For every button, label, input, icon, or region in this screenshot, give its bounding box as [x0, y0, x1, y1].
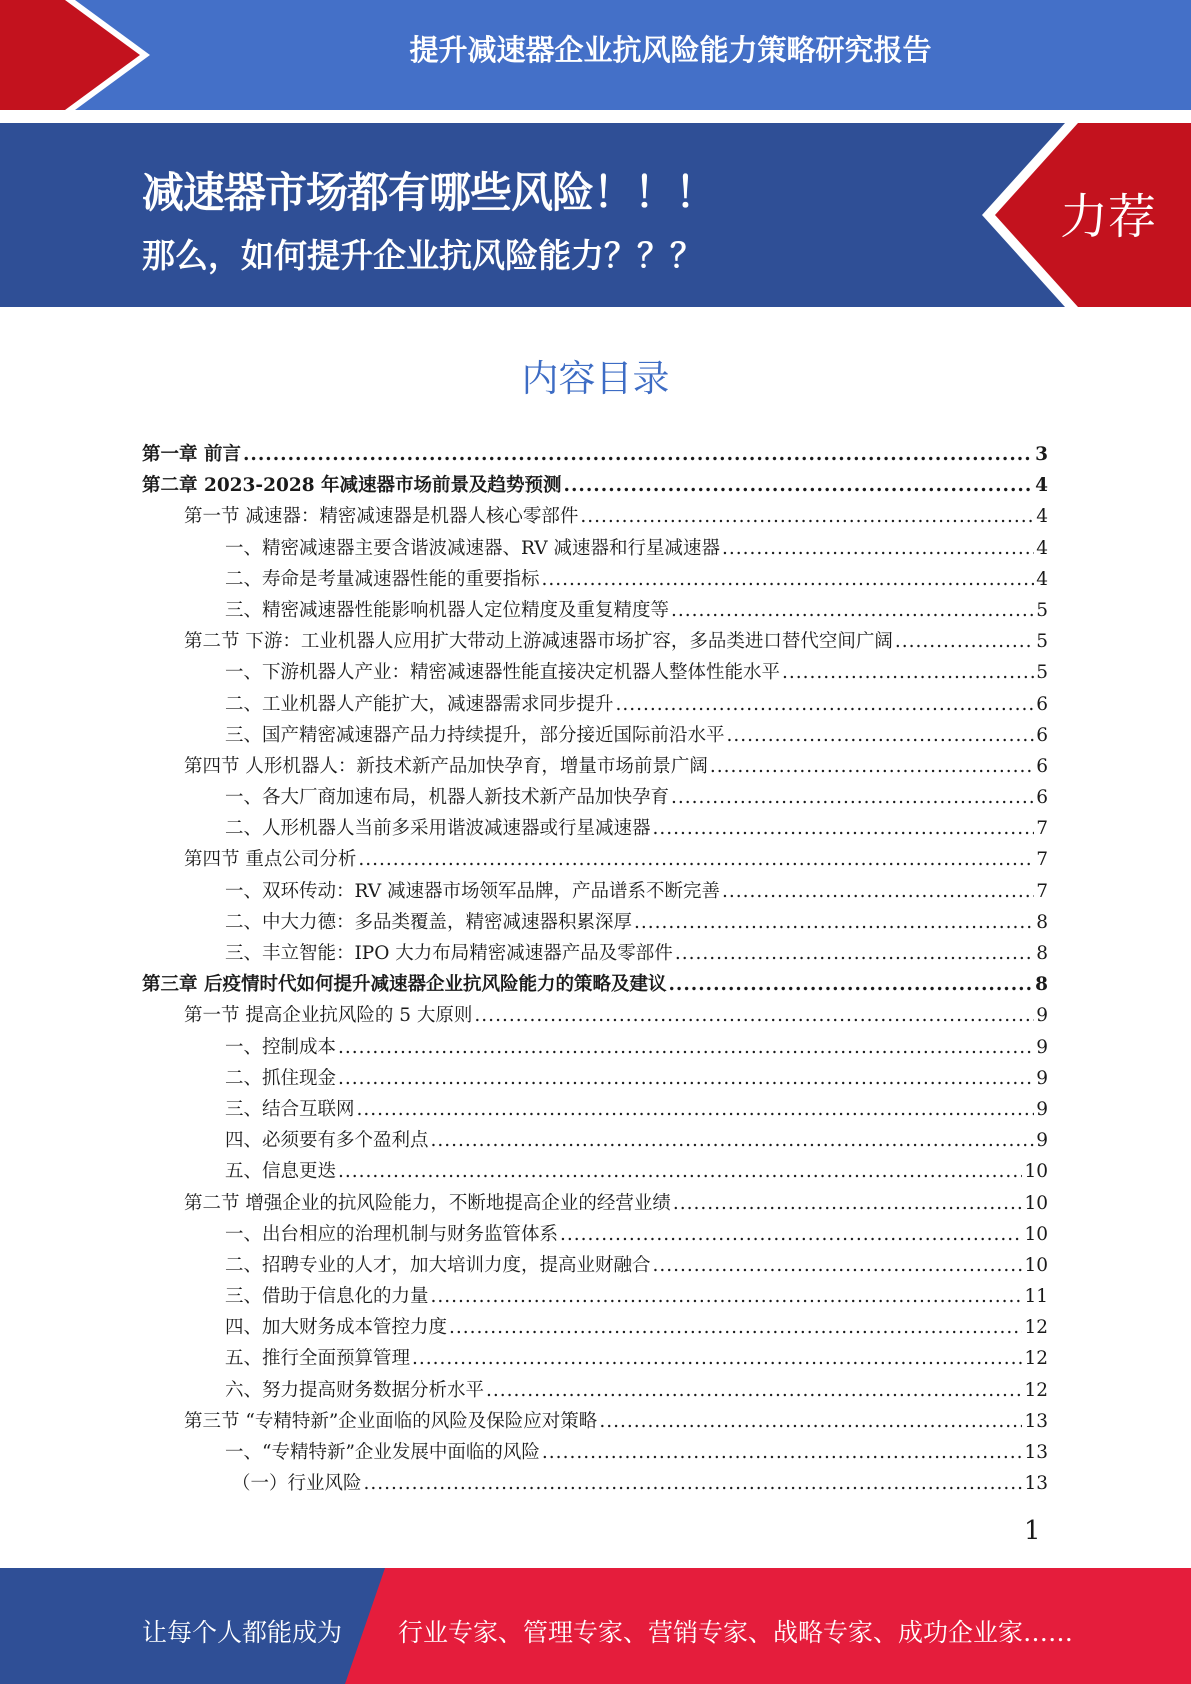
toc-leader-dots	[431, 1281, 1023, 1312]
toc-leader-dots	[580, 501, 1034, 532]
toc-entry[interactable]	[142, 1281, 1048, 1312]
toc-leader-dots	[338, 1156, 1022, 1187]
toc-leader-dots	[668, 969, 1033, 1000]
toc-leader-dots	[564, 470, 1034, 501]
toc-entry-page: 4	[1035, 475, 1048, 497]
toc-leader-dots	[542, 1437, 1023, 1468]
toc-entry-text: 二、中大力德：多品类覆盖，精密减速器积累深厚	[225, 911, 633, 933]
toc-leader-dots	[560, 1219, 1022, 1250]
toc-entry-text: 第一节 减速器：精密减速器是机器人核心零部件	[184, 506, 579, 528]
toc-entry[interactable]	[142, 595, 1048, 626]
toc-leader-dots	[634, 907, 1034, 938]
toc-leader-dots	[653, 1250, 1023, 1281]
toc-leader-dots	[449, 1312, 1022, 1343]
toc-entry-text: 五、信息更迭	[225, 1161, 337, 1183]
toc-entry[interactable]	[142, 657, 1048, 688]
toc-entry-page: 3	[1035, 444, 1048, 465]
toc-entry[interactable]	[142, 782, 1048, 813]
toc-leader-dots	[673, 1188, 1023, 1219]
toc-entry-page: 8	[1036, 911, 1048, 933]
toc-entry[interactable]	[142, 907, 1048, 938]
toc-entry[interactable]	[142, 1468, 1048, 1499]
toc-entry[interactable]	[142, 1032, 1048, 1063]
toc-entry-text: 第三章 后疫情时代如何提升减速器企业抗风险能力的策略及建议	[142, 974, 667, 996]
toc-leader-dots	[710, 751, 1034, 782]
toc-entry-text: 第二章 2023-2028 年减速器市场前景及趋势预测	[142, 475, 562, 497]
toc-entry-page: 9	[1036, 1098, 1048, 1120]
toc-entry[interactable]	[142, 1312, 1048, 1343]
toc-entry-text: 三、国产精密减速器产品力持续提升，部分接近国际前沿水平	[225, 724, 725, 746]
toc-leader-dots	[542, 564, 1035, 595]
toc-entry-page: 7	[1036, 849, 1048, 871]
toc-entry-page: 8	[1035, 974, 1048, 996]
toc-entry[interactable]	[142, 1437, 1048, 1468]
toc-entry-page: 4	[1036, 568, 1048, 590]
toc-leader-dots	[675, 938, 1034, 969]
toc-entry-text: 二、抓住现金	[225, 1067, 337, 1089]
toc-entry-page: 13	[1024, 1442, 1048, 1463]
toc-leader-dots	[671, 782, 1034, 813]
headline-question: 那么，如何提升企业抗风险能力？？？	[142, 236, 703, 275]
toc-leader-dots	[722, 876, 1034, 907]
toc-entry-text: 六、努力提高财务数据分析水平	[225, 1379, 485, 1401]
toc-entry[interactable]	[142, 1063, 1048, 1094]
toc-leader-dots	[671, 595, 1034, 626]
toc-entry[interactable]	[142, 1156, 1048, 1187]
toc-entry-page: 7	[1036, 818, 1048, 840]
toc-entry-page: 9	[1036, 1067, 1048, 1089]
toc-entry-page: 12	[1024, 1379, 1048, 1401]
toc-entry-page: 13	[1024, 1410, 1048, 1432]
toc-entry-text: 五、推行全面预算管理	[225, 1348, 411, 1370]
toc-entry-page: 5	[1036, 662, 1048, 684]
toc-leader-dots	[357, 1094, 1035, 1125]
toc-entry[interactable]	[142, 1250, 1048, 1281]
toc-leader-dots	[653, 813, 1035, 844]
footer-slogan-left: 让每个人都能成为	[142, 1618, 343, 1647]
toc-leader-dots	[243, 439, 1033, 470]
toc-entry[interactable]	[142, 720, 1048, 751]
toc-entry-text: 二、人形机器人当前多采用谐波减速器或行星减速器	[225, 818, 651, 840]
toc-entry-page: 12	[1024, 1348, 1048, 1370]
toc-leader-dots	[782, 657, 1034, 688]
toc-entry-page: 6	[1036, 724, 1048, 746]
toc-leader-dots	[431, 1125, 1035, 1156]
toc-entry[interactable]	[142, 1219, 1048, 1250]
toc-leader-dots	[474, 1000, 1034, 1031]
toc-entry[interactable]	[142, 813, 1048, 844]
toc-entry[interactable]	[142, 626, 1048, 657]
toc-entry[interactable]	[142, 1343, 1048, 1374]
toc-entry-page: 8	[1036, 943, 1048, 964]
toc-entry-text: 一、下游机器人产业：精密减速器性能直接决定机器人整体性能水平	[225, 662, 781, 684]
toc-entry-text: 一、各大厂商加速布局，机器人新技术新产品加快孕育	[225, 787, 670, 809]
toc-entry-text: 第一节 提高企业抗风险的 5 大原则	[184, 1005, 473, 1027]
toc-entry-page: 4	[1036, 537, 1048, 559]
toc-entry-page: 10	[1024, 1254, 1048, 1276]
toc-entry[interactable]	[142, 470, 1048, 501]
toc-leader-dots	[616, 689, 1035, 720]
toc-entry-text: 二、招聘专业的人才，加大培训力度，提高业财融合	[225, 1254, 651, 1276]
toc-entry[interactable]	[142, 689, 1048, 720]
toc-entry-text: （一）行业风险	[232, 1473, 362, 1495]
toc-leader-dots	[727, 720, 1035, 751]
toc-entry[interactable]	[142, 1188, 1048, 1219]
toc-entry-page: 9	[1036, 1130, 1048, 1152]
toc-entry[interactable]	[142, 751, 1048, 782]
toc-entry-text: 一、控制成本	[225, 1036, 337, 1058]
toc-entry[interactable]	[142, 1375, 1048, 1406]
toc-leader-dots	[338, 1032, 1034, 1063]
toc-entry[interactable]	[142, 844, 1048, 875]
toc-entry[interactable]	[142, 439, 1048, 470]
toc-entry-page: 4	[1036, 506, 1048, 528]
toc-entry-page: 10	[1024, 1161, 1048, 1183]
toc-entry[interactable]	[142, 1406, 1048, 1437]
toc-entry-text: 一、出台相应的治理机制与财务监管体系	[225, 1223, 559, 1245]
recommend-badge: 力荐	[1060, 189, 1157, 245]
toc-entry-page: 9	[1036, 1005, 1048, 1027]
toc-entry-page: 5	[1036, 631, 1048, 653]
toc-leader-dots	[722, 533, 1034, 564]
toc-entry[interactable]	[142, 938, 1048, 969]
toc-entry-text: 第一章 前言	[142, 444, 241, 465]
toc-entry[interactable]	[142, 533, 1048, 564]
toc-entry[interactable]	[142, 564, 1048, 595]
toc-entry-page: 13	[1024, 1473, 1048, 1495]
toc-leader-dots	[338, 1063, 1034, 1094]
toc-entry-text: 第二节 下游：工业机器人应用扩大带动上游减速器市场扩容，多品类进口替代空间广阔	[184, 631, 893, 653]
toc-leader-dots	[412, 1343, 1022, 1374]
toc-title: 内容目录	[521, 357, 670, 400]
toc-entry[interactable]	[142, 876, 1048, 907]
report-title: 提升减速器企业抗风险能力策略研究报告	[409, 33, 932, 67]
toc-entry-text: 二、寿命是考量减速器性能的重要指标	[225, 568, 540, 590]
toc-entry-text: 二、工业机器人产能扩大，减速器需求同步提升	[225, 693, 614, 715]
footer-slogan-right: 行业专家、管理专家、营销专家、战略专家、成功企业家……	[398, 1618, 1074, 1647]
toc-entry-page: 6	[1036, 755, 1048, 777]
toc-entry[interactable]	[142, 1094, 1048, 1125]
toc-leader-dots	[358, 844, 1034, 875]
table-of-contents	[142, 439, 1048, 1499]
page-number: 1	[1024, 1516, 1041, 1546]
toc-entry[interactable]	[142, 1000, 1048, 1031]
toc-entry-page: 7	[1036, 880, 1048, 902]
toc-entry[interactable]	[142, 501, 1048, 532]
toc-entry-text: 一、精密减速器主要含谐波减速器、RV 减速器和行星减速器	[225, 537, 721, 559]
toc-entry-text: 一、“专精特新”企业发展中面临的风险	[225, 1442, 540, 1463]
headline-risks: 减速器市场都有哪些风险！！！	[142, 168, 717, 217]
toc-entry-text: 三、借助于信息化的力量	[225, 1286, 429, 1308]
toc-entry-page: 9	[1036, 1036, 1048, 1058]
toc-entry-text: 第三节 “专精特新”企业面临的风险及保险应对策略	[184, 1410, 598, 1432]
toc-entry-text: 四、加大财务成本管控力度	[225, 1317, 448, 1339]
toc-entry-page: 11	[1024, 1286, 1048, 1308]
toc-entry-page: 12	[1024, 1317, 1048, 1339]
toc-entry-page: 6	[1036, 787, 1048, 809]
toc-leader-dots	[599, 1406, 1022, 1437]
toc-entry-page: 6	[1036, 693, 1048, 715]
toc-leader-dots	[895, 626, 1034, 657]
toc-entry-text: 三、丰立智能：IPO 大力布局精密减速器产品及零部件	[225, 943, 673, 964]
toc-entry-text: 四、必须要有多个盈利点	[225, 1130, 429, 1152]
toc-entry-text: 第四节 重点公司分析	[184, 849, 357, 871]
toc-entry-page: 10	[1024, 1192, 1048, 1214]
toc-entry-text: 第二节 增强企业的抗风险能力，不断地提高企业的经营业绩	[184, 1192, 671, 1214]
toc-entry-text: 一、双环传动：RV 减速器市场领军品牌，产品谱系不断完善	[225, 880, 721, 902]
toc-leader-dots	[486, 1375, 1022, 1406]
toc-entry-text: 第四节 人形机器人：新技术新产品加快孕育，增量市场前景广阔	[184, 755, 708, 777]
toc-entry[interactable]	[142, 1125, 1048, 1156]
toc-entry-page: 5	[1036, 599, 1048, 621]
toc-entry[interactable]	[142, 969, 1048, 1000]
toc-entry-page: 10	[1024, 1223, 1048, 1245]
toc-leader-dots	[364, 1468, 1023, 1499]
toc-entry-text: 三、结合互联网	[225, 1098, 355, 1120]
toc-entry-text: 三、精密减速器性能影响机器人定位精度及重复精度等	[225, 599, 670, 621]
